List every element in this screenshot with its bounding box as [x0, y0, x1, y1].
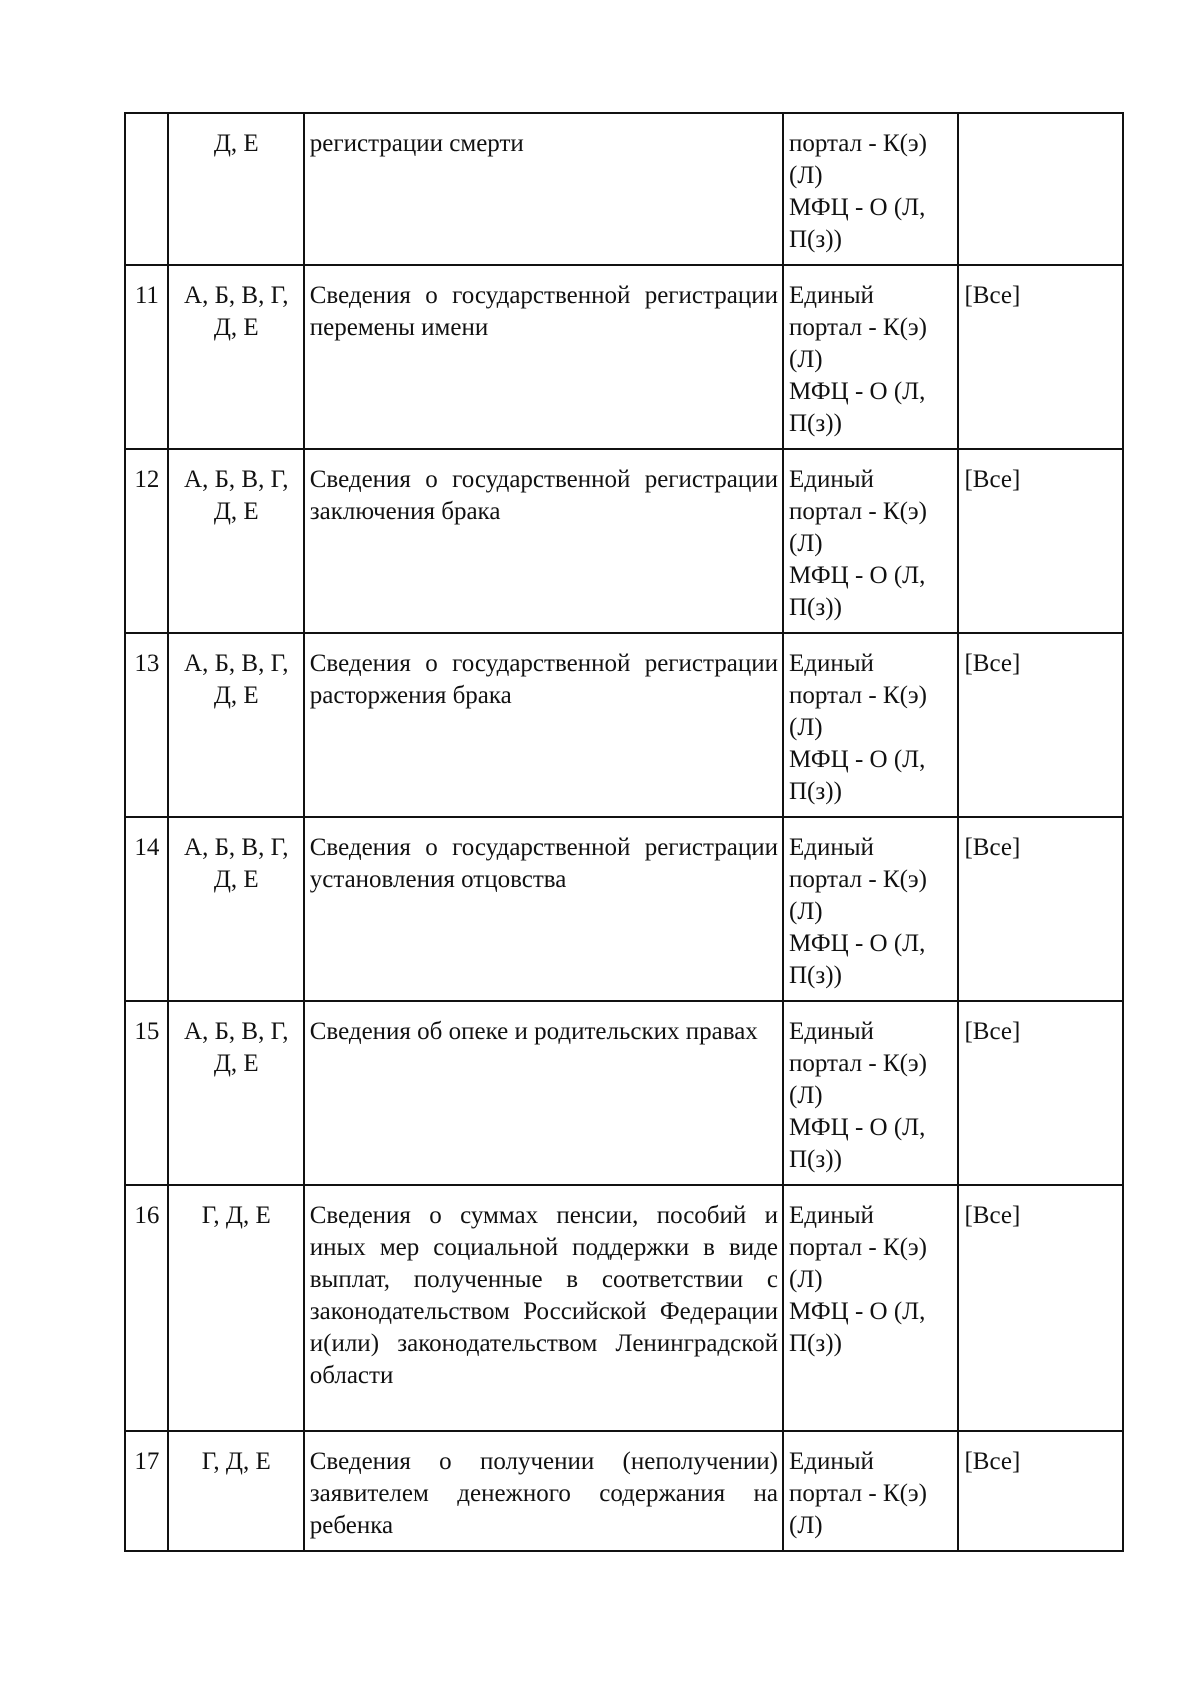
method-line: (Л) [789, 346, 823, 373]
scope-cell: [Все] [958, 1431, 1123, 1551]
table-row [125, 265, 1123, 449]
applicant-groups-cell [168, 1001, 304, 1185]
method-line: МФЦ - О (Л, [789, 562, 926, 589]
method-line: МФЦ - О (Л, [789, 746, 926, 773]
scope-cell [958, 113, 1123, 265]
method-line: портал - К(э) [789, 1050, 927, 1077]
applicant-groups-line: Д, Е [213, 866, 259, 893]
applicant-groups-cell [168, 633, 304, 817]
applicant-groups-line: Д, Е [213, 314, 259, 341]
services-table [124, 112, 1124, 1552]
description-cell: Сведения о получении (неполучении) заявителем денежного содержания на ребенка [304, 1431, 783, 1551]
table-row [125, 1431, 1123, 1551]
applicant-groups-line: А, Б, В, Г, [184, 1018, 289, 1045]
row-number-cell: 11 [125, 265, 168, 449]
applicant-groups-line: А, Б, В, Г, [184, 834, 289, 861]
table-body [125, 113, 1123, 1551]
submission-method-cell [783, 633, 958, 817]
applicant-groups-line: Д, Е [213, 1050, 259, 1077]
applicant-groups-line: А, Б, В, Г, [184, 282, 289, 309]
applicant-groups-line: Г, Д, Е [201, 1448, 271, 1475]
method-line: (Л) [789, 898, 823, 925]
scope-cell: [Все] [958, 633, 1123, 817]
scope-cell: [Все] [958, 265, 1123, 449]
method-line: П(з)) [789, 594, 842, 621]
applicant-groups-line: Г, Д, Е [201, 1202, 271, 1229]
submission-method-cell [783, 265, 958, 449]
submission-method-cell [783, 449, 958, 633]
applicant-groups-cell [168, 449, 304, 633]
row-number-cell: 12 [125, 449, 168, 633]
row-number-cell: 17 [125, 1431, 168, 1551]
submission-method-cell [783, 1001, 958, 1185]
method-line: Единый [789, 1202, 874, 1229]
method-line: Единый [789, 1448, 874, 1475]
submission-method-cell [783, 1431, 958, 1551]
method-line: МФЦ - О (Л, [789, 1298, 926, 1325]
method-line: Единый [789, 834, 874, 861]
applicant-groups-cell [168, 817, 304, 1001]
method-line: портал - К(э) [789, 130, 927, 157]
row-number-cell: 13 [125, 633, 168, 817]
method-line: МФЦ - О (Л, [789, 1114, 926, 1141]
table-row [125, 1001, 1123, 1185]
description-cell: Сведения о государственной регистрации заключения брака [304, 449, 783, 633]
method-line: портал - К(э) [789, 314, 927, 341]
method-line: П(з)) [789, 226, 842, 253]
applicant-groups-cell [168, 113, 304, 265]
description-cell: регистрации смерти [304, 113, 783, 265]
applicant-groups-line: А, Б, В, Г, [184, 650, 289, 677]
description-cell: Сведения о государственной регистрации установления отцовства [304, 817, 783, 1001]
method-line: (Л) [789, 1266, 823, 1293]
method-line: Единый [789, 650, 874, 677]
method-line: (Л) [789, 1512, 823, 1539]
method-line: П(з)) [789, 410, 842, 437]
method-line: Единый [789, 466, 874, 493]
applicant-groups-cell [168, 1431, 304, 1551]
applicant-groups-line: Д, Е [213, 498, 259, 525]
method-line: Единый [789, 282, 874, 309]
method-line: МФЦ - О (Л, [789, 930, 926, 957]
applicant-groups-cell [168, 1185, 304, 1431]
method-line: (Л) [789, 530, 823, 557]
scope-cell: [Все] [958, 449, 1123, 633]
method-line: Единый [789, 1018, 874, 1045]
row-number-cell [125, 113, 168, 265]
scope-cell: [Все] [958, 817, 1123, 1001]
method-line: МФЦ - О (Л, [789, 194, 926, 221]
method-line: портал - К(э) [789, 1480, 927, 1507]
method-line: П(з)) [789, 1146, 842, 1173]
method-line: портал - К(э) [789, 498, 927, 525]
applicant-groups-line: Д, Е [213, 682, 259, 709]
method-line: (Л) [789, 1082, 823, 1109]
submission-method-cell [783, 817, 958, 1001]
method-line: (Л) [789, 714, 823, 741]
scope-cell: [Все] [958, 1185, 1123, 1431]
method-line: МФЦ - О (Л, [789, 378, 926, 405]
method-line: (Л) [789, 162, 823, 189]
scope-cell: [Все] [958, 1001, 1123, 1185]
submission-method-cell [783, 113, 958, 265]
applicant-groups-line: А, Б, В, Г, [184, 466, 289, 493]
row-number-cell: 15 [125, 1001, 168, 1185]
table-row [125, 1185, 1123, 1431]
method-line: портал - К(э) [789, 866, 927, 893]
table-row [125, 633, 1123, 817]
method-line: П(з)) [789, 1330, 842, 1357]
table-row [125, 449, 1123, 633]
applicant-groups-cell [168, 265, 304, 449]
description-cell: Сведения о государственной регистрации расторжения брака [304, 633, 783, 817]
description-cell: Сведения об опеке и родительских правах [304, 1001, 783, 1185]
method-line: портал - К(э) [789, 682, 927, 709]
applicant-groups-line: Д, Е [213, 130, 259, 157]
row-number-cell: 14 [125, 817, 168, 1001]
method-line: портал - К(э) [789, 1234, 927, 1261]
table-row [125, 113, 1123, 265]
table-row [125, 817, 1123, 1001]
row-number-cell: 16 [125, 1185, 168, 1431]
method-line: П(з)) [789, 778, 842, 805]
description-cell: Сведения о суммах пенсии, пособий и иных мер социальной поддержки в виде выплат, полученные в соответствии с законодательством Российской Федерации и(или) законодательством Ленинградской области [304, 1185, 783, 1431]
method-line: П(з)) [789, 962, 842, 989]
submission-method-cell [783, 1185, 958, 1431]
description-cell: Сведения о государственной регистрации перемены имени [304, 265, 783, 449]
